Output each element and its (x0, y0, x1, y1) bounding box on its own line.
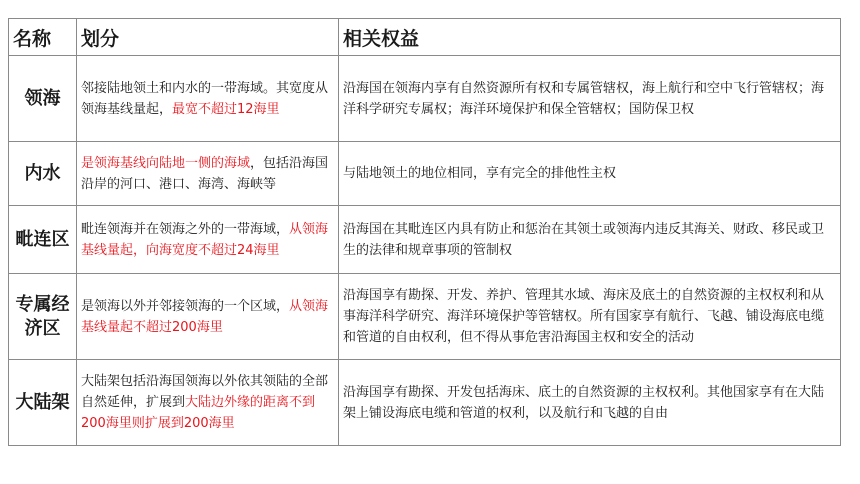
zone-division (77, 142, 339, 206)
header-row (9, 19, 841, 56)
division-highlight: 从领海基线量起不超过200海里 (81, 298, 329, 335)
division-highlight: 大陆边外缘的距离不到200海里则扩展到200海里 (81, 395, 316, 431)
division-highlight: 从领海基线量起，向海宽度不超过24海里 (81, 221, 329, 258)
zone-name: 专属经济区 (9, 274, 77, 360)
table-row (9, 56, 841, 142)
table-row (9, 360, 841, 446)
division-text: 毗连领海并在领海之外的一带海域， (81, 221, 290, 237)
zone-name: 毗连区 (9, 206, 77, 274)
zone-rights: 沿海国享有勘探、开发包括海床、底土的自然资源的主权权利。其他国家享有在大陆架上铺设海底电缆和管道的权利，以及航行和飞越的自由 (339, 360, 841, 446)
zone-rights: 沿海国享有勘探、开发、养护、管理其水域、海床及底土的自然资源的主权权利和从事海洋科学研究、海洋环境保护等管辖权。所有国家享有航行、飞越、铺设海底电缆和管道的自由权利，但不得从事危害沿海国主权和安全的活动 (339, 274, 841, 360)
zone-rights: 与陆地领土的地位相同，享有完全的排他性主权 (339, 142, 841, 206)
division-highlight: 最宽不超过12海里 (172, 101, 280, 117)
zone-division (77, 274, 339, 360)
maritime-zones-table-wrapper (8, 18, 841, 446)
division-text: 大陆架包括沿海国领海以外依其领陆的全部自然延伸，扩展到 (81, 374, 329, 410)
table-row (9, 274, 841, 360)
zone-name: 大陆架 (9, 360, 77, 446)
zone-division (77, 56, 339, 142)
division-text: 是领海以外并邻接领海的一个区域， (81, 298, 290, 314)
division-text: ，包括沿海国沿岸的河口、港口、海湾、海峡等 (81, 155, 329, 192)
zone-division (77, 206, 339, 274)
zone-name: 内水 (9, 142, 77, 206)
maritime-zones-table (8, 18, 841, 446)
header-rights: 相关权益 (339, 19, 841, 56)
table-row (9, 142, 841, 206)
zone-name: 领海 (9, 56, 77, 142)
header-division: 划分 (77, 19, 339, 56)
zone-rights: 沿海国在其毗连区内具有防止和惩治在其领土或领海内违反其海关、财政、移民或卫生的法律和规章事项的管制权 (339, 206, 841, 274)
zone-rights: 沿海国在领海内享有自然资源所有权和专属管辖权，海上航行和空中飞行管辖权；海洋科学研究专属权；海洋环境保护和保全管辖权；国防保卫权 (339, 56, 841, 142)
zone-division (77, 360, 339, 446)
header-name: 名称 (9, 19, 77, 56)
table-row (9, 206, 841, 274)
division-highlight: 是领海基线向陆地一侧的海域 (81, 155, 251, 171)
division-text: 邻接陆地领土和内水的一带海域。其宽度从领海基线量起， (81, 80, 329, 117)
